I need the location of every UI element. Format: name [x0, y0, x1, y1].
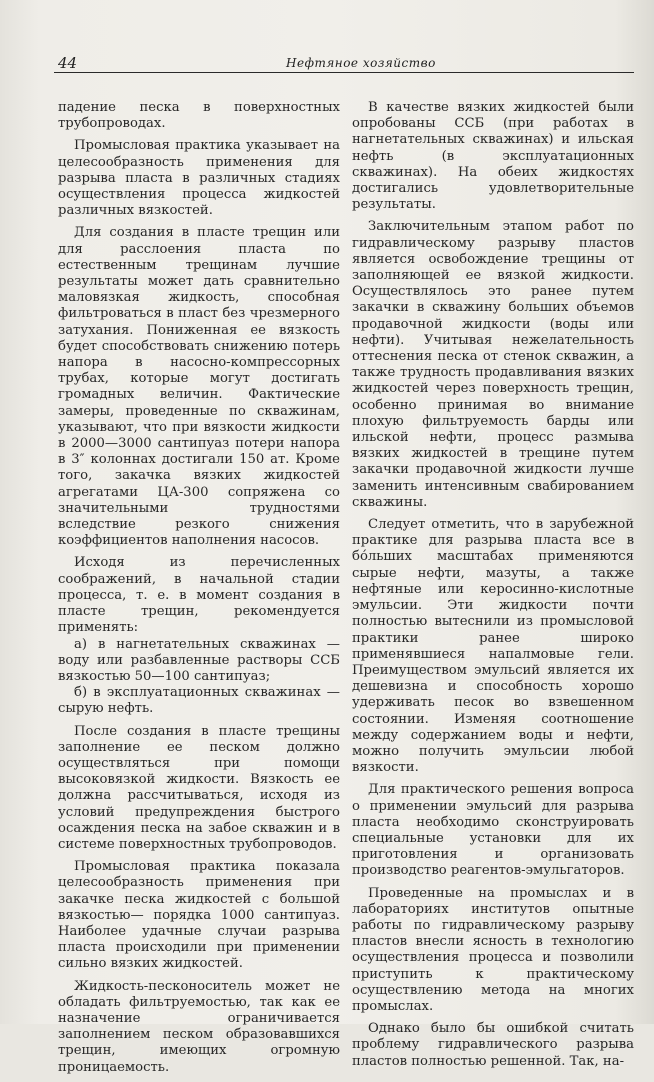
paragraph: Проведенные на промыслах и в лабораториях институтов опытные работы по гидравлическому разрыву пластов внесли ясность в технологию осуществления процесса и позволили приступить к практическому осуществлению метода на многих промыслах. [352, 885, 634, 1014]
paragraph: После создания в пласте трещины заполнение ее песком должно осуществляться при помощи высоковязкой жидкости. Вязкость ее должна рассчитываться, исходя из условий предупреждения быстрого осаждения песка на забое скважин и в системе поверхностных трубопроводов. [58, 723, 340, 852]
list-item: б) в эксплуатационных скважинах — сырую нефть. [58, 685, 340, 717]
page-number: 44 [58, 54, 78, 72]
paragraph: Заключительным этапом работ по гидравлическому разрыву пластов является освобождение трещины от заполняющей ее вязкой жидкости. Осуществлялось это ранее путем закачки в скважину больших объемов продавочной жидкости (воды или нефти). Учитывая нежелательность оттеснения песка от стенок скважин, а также трудность продавливания вязких жидкостей через поверхность трещин, особенно принимая во внимание плохую фильтруемость барды или ильской нефти, процесс размыва вязких жидкостей в трещине путем закачки продавочной жидкости лучше заменить интенсивным свабированием скважины. [352, 219, 634, 510]
paragraph: Для практического решения вопроса о применении эмульсий для разрыва пласта необходимо сконструировать специальные установки для их приготовления и организовать производство реагентов-эмульгаторов. [352, 782, 634, 879]
paragraph: Исходя из перечисленных соображений, в начальной стадии процесса, т. е. в момент создания в пласте трещин, рекомендуется применять: [58, 555, 340, 636]
paragraph: Однако было бы ошибкой считать проблему гидравлического разрыва пластов полностью решенной. Так, на- [352, 1021, 634, 1069]
right-column [352, 100, 634, 1076]
paragraph: Промысловая практика показала целесообразность применения при закачке песка жидкостей с большой вязкостью— порядка 1000 сантипуаз. Наиболее удачные случаи разрыва пласта происходили при применении сильно вязких жидкостей. [58, 859, 340, 972]
paragraph: падение песка в поверхностных трубопроводах. [58, 100, 340, 132]
paragraph: Для создания в пласте трещин или для расслоения пласта по естественным трещинам лучшие результаты может дать сравнительно маловязкая жидкость, способная фильтроваться в пласт без чрезмерного затухания. Пониженная ее вязкость будет способствовать снижению потерь напора в насосно-компрессорных трубах, которые могут достигать громадных величин. Фактические замеры, проведенные по скважинам, указывают, что при вязкости жидкости в 2000—3000 сантипуаз потери напора в 3″ колоннах достигали 150 ат. Кроме того, закачка вязких жидкостей агрегатами ЦА-300 сопряжена со значительными трудностями вследствие резкого снижения коэффициентов наполнения насосов. [58, 225, 340, 549]
paragraph: Следует отметить, что в зарубежной практике для разрыва пласта все в бо́льших масштабах применяются сырые нефти, мазуты, а также нефтяные или керосинно-кислотные эмульсии. Эти жидкости почти полностью вытеснили из промысловой практики ранее широко применявшиеся напалмовые гели. Преимуществом эмульсий является их дешевизна и способность хорошо удерживать песок во взвешенном состоянии. Изменяя соотношение между содержанием воды и нефти, можно получить эмульсии любой вязкости. [352, 517, 634, 776]
list-item: а) в нагнетательных скважинах — воду или разбавленные растворы ССБ вязкостью 50—100 сантипуаз; [58, 636, 340, 684]
paragraph: Промысловая практика указывает на целесообразность применения для разрыва пласта в различных стадиях осуществления процесса жидкостей различных вязкостей. [58, 138, 340, 219]
paragraph: Жидкость-песконоситель может не обладать фильтруемостью, так как ее назначение ограничивается заполнением песком образовавшихся трещин, имеющих огромную проницаемость. [58, 978, 340, 1075]
running-header [54, 54, 634, 73]
paragraph: В качестве вязких жидкостей были опробованы ССБ (при работах в нагнетательных скважинах) и ильская нефть (в эксплуатационных скважинах). На обеих жидкостях достигались удовлетворительные результаты. [352, 100, 634, 213]
journal-title: Нефтяное хозяйство [286, 56, 436, 70]
left-column [58, 100, 340, 1082]
